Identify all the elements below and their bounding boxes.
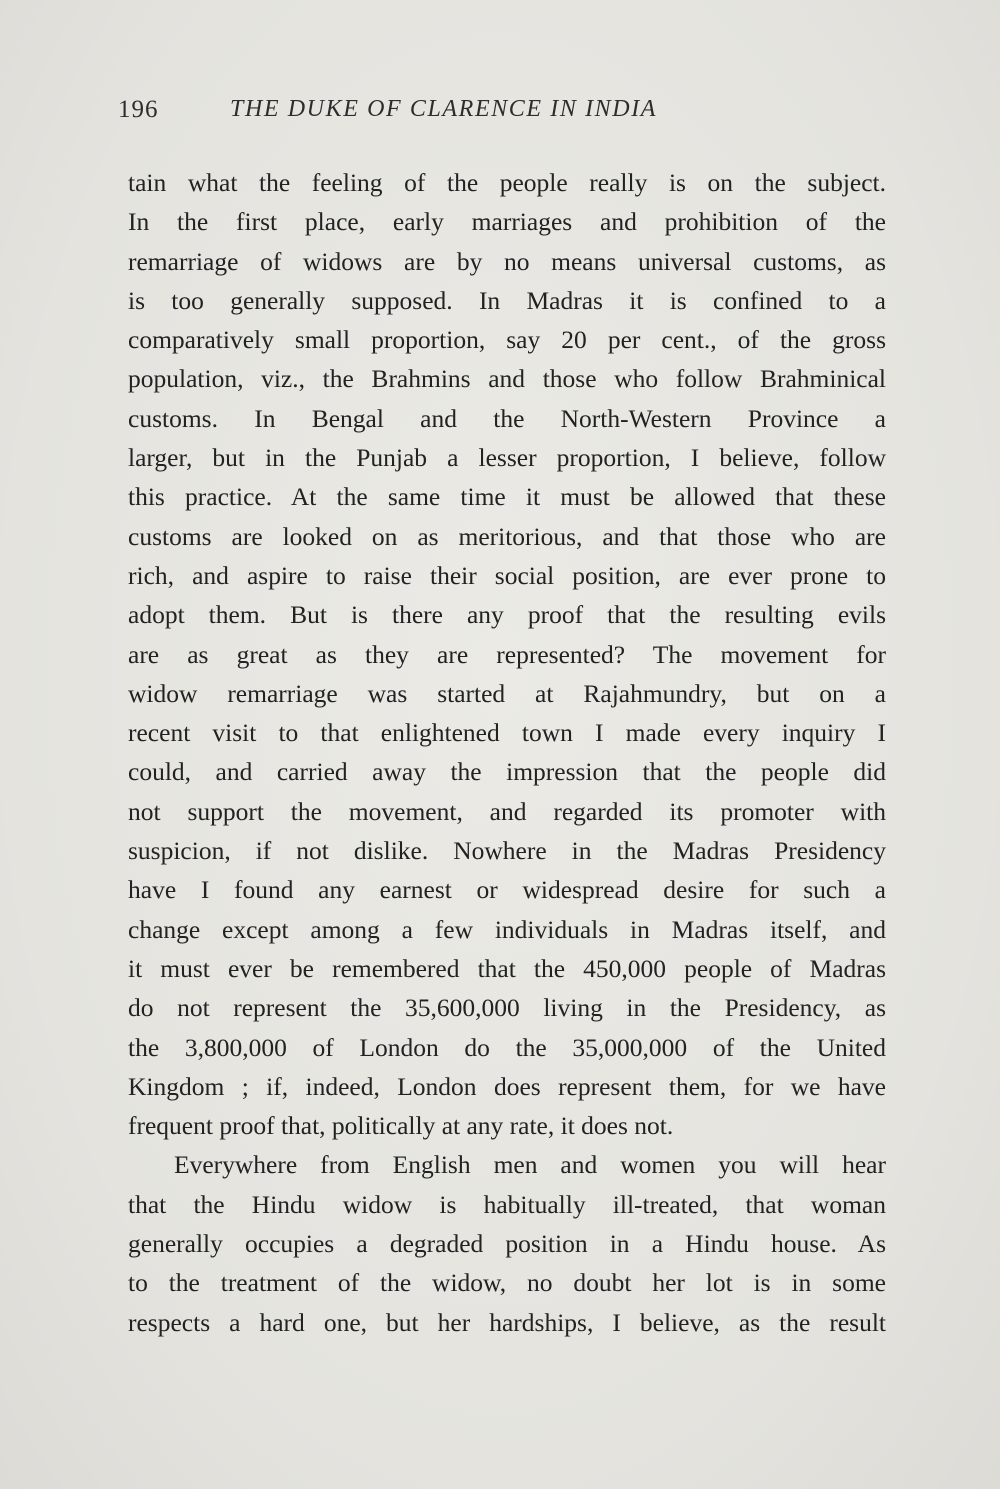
text-line: Kingdom ; if, indeed, London does represent them, for we have [128,1071,886,1101]
text-line: customs. In Bengal and the North-Western Province a [128,403,886,433]
text-line: could, and carried away the impression that the people did [128,757,886,787]
text-line: this practice. At the same time it must be allowed that these [128,482,886,512]
text-line: that the Hindu widow is habitually ill-treated, that woman [128,1189,886,1219]
text-line: customs are looked on as meritorious, and that those who are [128,521,886,551]
text-line: frequent proof that, politically at any rate, it does not. [128,1111,674,1141]
text-line: remarriage of widows are by no means universal customs, as [128,246,886,276]
text-line: population, viz., the Brahmins and those who follow Brahminical [128,364,886,394]
text-line: widow remarriage was started at Rajahmundry, but on a [128,678,886,708]
running-title: THE DUKE OF CLARENCE IN INDIA [230,96,658,122]
text-line: change except among a few individuals in Madras itself, and [128,914,886,944]
text-line: adopt them. But is there any proof that the resulting evils [128,600,886,630]
text-line: not support the movement, and regarded its promoter with [128,796,886,826]
text-line: to the treatment of the widow, no doubt her lot is in some [128,1268,886,1298]
text-line: recent visit to that enlightened town I made every inquiry I [128,718,886,748]
text-line: larger, but in the Punjab a lesser proportion, I believe, follow [128,443,886,473]
text-line: tain what the feeling of the people really is on the subject. [128,168,886,197]
text-line: are as great as they are represented? The movement for [128,639,886,669]
text-line: have I found any earnest or widespread desire for such a [128,875,886,905]
page-header [118,96,878,136]
text-line: do not represent the 35,600,000 living in the Presidency, as [128,993,886,1023]
text-line: comparatively small proportion, say 20 per cent., of the gross [128,325,886,355]
text-line: Everywhere from English men and women you will hear [174,1150,886,1180]
page-number: 196 [118,96,159,123]
text-line: respects a hard one, but her hardships, I believe, as the result [128,1307,886,1337]
text-line: rich, and aspire to raise their social position, are ever prone to [128,560,886,590]
text-line: is too generally supposed. In Madras it is confined to a [128,285,886,315]
body-text [128,163,886,1342]
text-line: the 3,800,000 of London do the 35,000,000 of the United [128,1032,886,1062]
text-line: it must ever be remembered that the 450,000 people of Madras [128,953,886,983]
text-line: suspicion, if not dislike. Nowhere in the Madras Presidency [128,836,886,866]
text-line: In the first place, early marriages and prohibition of the [128,207,886,237]
text-line: generally occupies a degraded position in a Hindu house. As [128,1229,886,1259]
